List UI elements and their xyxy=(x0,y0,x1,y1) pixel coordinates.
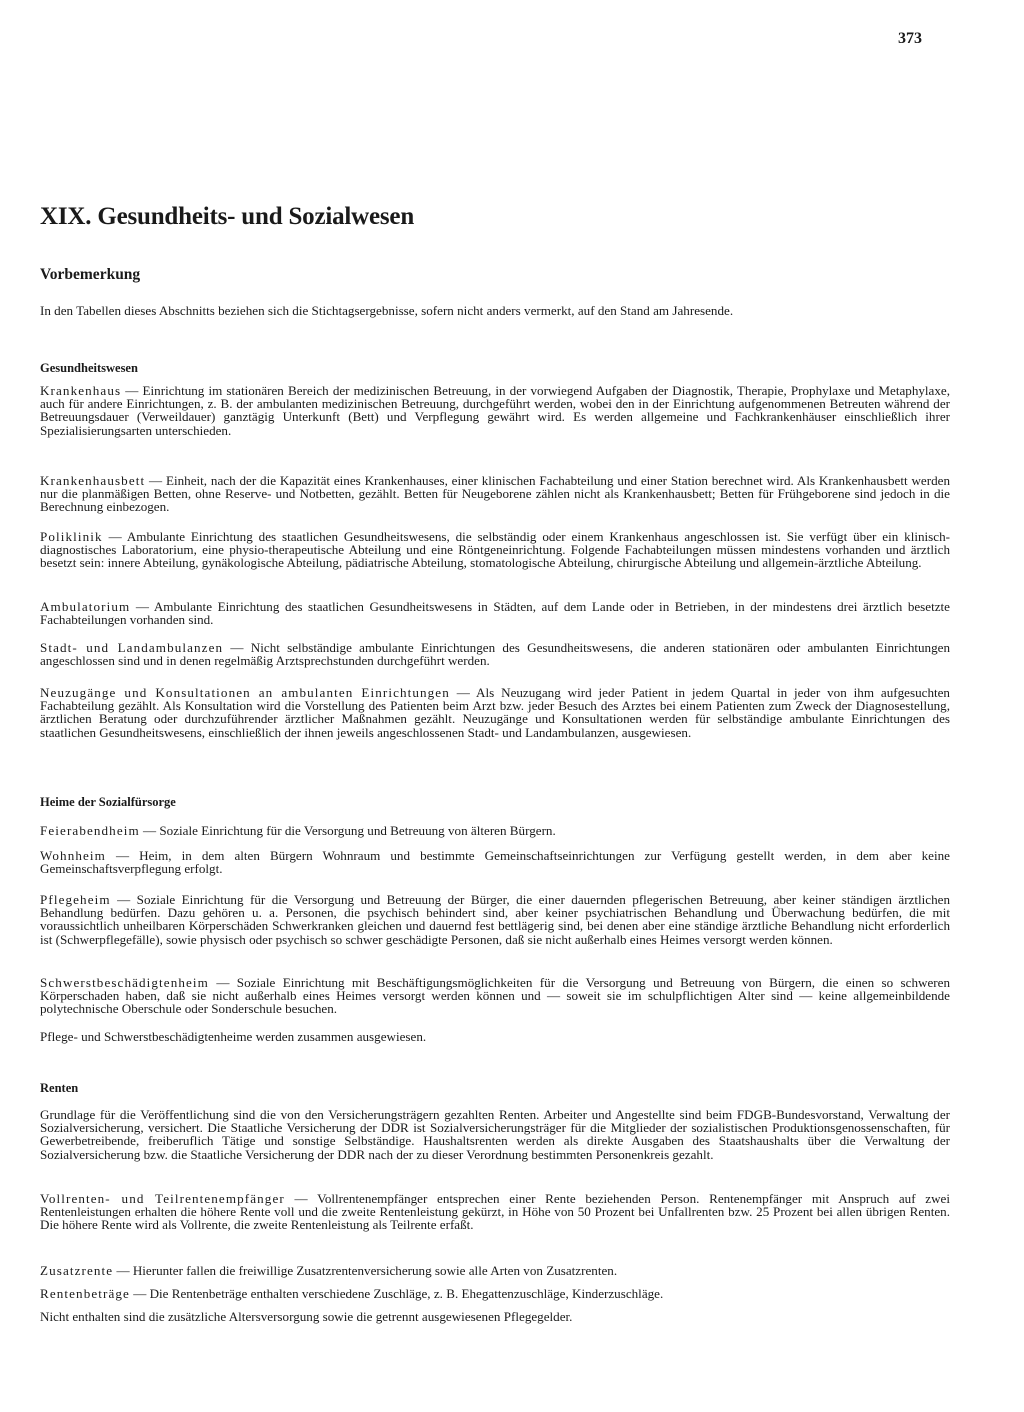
chapter-title: XIX. Gesundheits- und Sozialwesen xyxy=(40,203,415,230)
definition-schwerstbeschaedigtenheim xyxy=(40,976,950,1016)
definition-krankenhausbett xyxy=(40,474,950,514)
definition-text: — Heim, in dem alten Bürgern Wohnraum und bestimmte Gemeinschaftseinrichtungen zur Verfügung gestellt werden, in dem aber keine Gemeinschaftsverpflegung erfolgt. xyxy=(40,848,950,877)
definition-text: — Hierunter fallen die freiwillige Zusatzrentenversicherung sowie alle Arten von Zusatzrenten. xyxy=(113,1263,618,1278)
definition-wohnheim xyxy=(40,849,950,875)
definition-term: Stadt- und Landambulanzen xyxy=(40,640,224,655)
definition-ambulatorium xyxy=(40,600,950,626)
definition-term: Schwerstbeschädigtenheim xyxy=(40,975,209,990)
definition-term: Zusatzrente xyxy=(40,1263,114,1278)
definition-text: — Soziale Einrichtung für die Versorgung und Betreuung von älteren Bürgern. xyxy=(139,823,556,838)
definition-text: — Die Rentenbeträge enthalten verschiedene Zuschläge, z. B. Ehegattenzuschläge, Kinderzuschläge. xyxy=(129,1286,664,1301)
definition-term: Feierabendheim xyxy=(40,823,140,838)
definition-term: Neuzugänge und Konsultationen an ambulanten Einrichtungen xyxy=(40,685,450,700)
section-heading-vorbemerkung: Vorbemerkung xyxy=(40,266,141,283)
definition-text: — Vollrentenempfänger entsprechen einer Rente beziehenden Person. Rentenempfänger mit Anspruch auf zwei Rentenleistungen erhalten die höhere Rente voll und die zweite Rentenleistung gekürzt, in Höhe von 50 Prozent bei Unfallrenten bzw. 25 Prozent bei allen übrigen Renten. Die höhere Rente wird als Vollrente, die zweite Rentenleistung als Teilrente erfaßt. xyxy=(40,1191,950,1233)
section-heading-renten: Renten xyxy=(40,1081,79,1095)
definition-vollrentenempfaenger xyxy=(40,1192,950,1232)
definition-term: Poliklinik xyxy=(40,529,103,544)
definition-term: Krankenhaus xyxy=(40,383,122,398)
vorbemerkung-text: In den Tabellen dieses Abschnitts beziehen sich die Stichtagsergebnisse, sofern nicht anders vermerkt, auf den Stand am Jahresende. xyxy=(40,303,734,318)
definition-text: — Nicht selbständige ambulante Einrichtungen des Gesundheitswesens, die anderen stationären oder ambulanten Einrichtungen angeschlossen sind und in denen regelmäßig Arztsprechstunden durchgeführt werden. xyxy=(40,640,951,669)
definition-term: Rentenbeträge xyxy=(40,1286,130,1301)
definition-text: — Als Neuzugang wird jeder Patient in jedem Quartal in jeder von ihm aufgesuchten Fachabteilung gezählt. Als Konsultation wird die Vorstellung des Patienten beim Arzt bzw. jeder Besuch des Arztes bei einem Patienten zum Zweck der Diagnosestellung, ärztlichen Beratung oder durchzuführender ärztlicher Maßnahmen gezählt. Neuzugänge und Konsultationen werden für selbständige ambulante Einrichtungen des staatlichen Gesundheitswesens, einschließlich der ihnen jeweils angeschlossenen Stadt- und Landambulanzen, ausgewiesen. xyxy=(40,685,950,740)
heime-note: Pflege- und Schwerstbeschädigtenheime werden zusammen ausgewiesen. xyxy=(40,1029,427,1044)
definition-text: — Ambulante Einrichtung des staatlichen Gesundheitswesens in Städten, auf dem Lande oder in Betrieben, in der mindestens drei ärztlich besetzte Fachabteilungen vorhanden sind. xyxy=(40,599,950,628)
definition-text: — Soziale Einrichtung für die Versorgung und Betreuung der Bürger, die einer dauernden pflegerischen Betreuung, aber keiner ständigen ärztlichen Behandlung bedürfen. Dazu gehören u. a. Personen, die psychisch behindert sind, aber keiner psychiatrischen Behandlung und Überwachung bedürfen, die mit voraussichtlich unheilbaren Körperschäden Schwerkranken gleichen und dauernd fest bettlägerig sind, bei denen aber eine ständige ärztliche Behandlung nicht erforderlich ist (Schwerpflegefälle), sowie physisch oder psychisch so schwer geschädigte Personen, daß sie nicht außerhalb eines Heimes versorgt werden können. xyxy=(40,892,950,947)
definition-term: Ambulatorium xyxy=(40,599,131,614)
definition-term: Wohnheim xyxy=(40,848,106,863)
section-heading-gesundheitswesen: Gesundheitswesen xyxy=(40,361,138,375)
definition-text: — Soziale Einrichtung mit Beschäftigungsmöglichkeiten für die Versorgung und Betreuung von Bürgern, die einen so schweren Körperschaden haben, daß sie nicht außerhalb eines Heimes versorgt werden können und — soweit sie im schulpflichtigen Alter sind — keine allgemeinbildende polytechnische Oberschule oder Sonderschule besuchen. xyxy=(40,975,950,1017)
definition-rentenbetraege xyxy=(40,1287,950,1300)
definition-term: Krankenhausbett xyxy=(40,473,146,488)
definition-zusatzrente xyxy=(40,1264,950,1277)
definition-neuzugaenge-konsultationen xyxy=(40,686,950,739)
definition-stadt-und-landambulanzen xyxy=(40,641,950,667)
renten-note: Nicht enthalten sind die zusätzliche Altersversorgung sowie die getrennt ausgewiesenen Pflegegelder. xyxy=(40,1309,573,1324)
definition-term: Pflegeheim xyxy=(40,892,111,907)
definition-text: — Einrichtung im stationären Bereich der medizinischen Betreuung, in der vorwiegend Aufgaben der Diagnostik, Therapie, Prophylaxe und Metaphylaxe, auch für andere Einrichtungen, z. B. der ambulanten medizinischen Betreuung, durchgeführt werden, wobei den in der Einrichtung aufgenommenen Betreuten während der Betreuungsdauer (Verweildauer) ganztägig Unterkunft (Bett) und Verpflegung gewährt wird. Es werden allgemeine und Fachkrankenhäuser einschließlich ihrer Spezialisierungsarten unterschieden. xyxy=(40,383,950,438)
section-heading-heime: Heime der Sozialfürsorge xyxy=(40,795,176,809)
definition-feierabendheim xyxy=(40,824,950,837)
page-number: 373 xyxy=(898,30,922,47)
definition-poliklinik xyxy=(40,530,950,570)
definition-pflegeheim xyxy=(40,893,950,946)
definition-krankenhaus xyxy=(40,384,950,437)
renten-intro: Grundlage für die Veröffentlichung sind die von den Versicherungsträgern gezahlten Renten. Arbeiter und Angestellte sind beim FDGB-Bundesvorstand, Verwaltung der Sozialversicherung, versichert. Die Staatliche Versicherung der DDR ist Sozialversicherungsträger für die Mitglieder der sozialistischen Produktionsgenossenschaften, für Gewerbetreibende, freiberuflich Tätige und sonstige Selbständige. Haushaltsrenten werden als direkte Ausgaben des Staatshaushalts über die Verwaltung der Sozialversicherung bzw. die Staatliche Versicherung der DDR nach der zu dieser Verordnung bestimmten Personenkreis gezahlt. xyxy=(40,1107,950,1162)
definition-term: Vollrenten- und Teilrentenempfänger xyxy=(40,1191,285,1206)
definition-text: — Einheit, nach der die Kapazität eines Krankenhauses, einer klinischen Fachabteilung und einer Station berechnet wird. Als Krankenhausbett werden nur die planmäßigen Betten, ohne Reserve- und Notbetten, gezählt. Betten für Neugeborene zählen nicht als Krankenhausbett; Betten für Frühgeborene sind jedoch in die Berechnung einbezogen. xyxy=(40,473,950,515)
definition-text: — Ambulante Einrichtung des staatlichen Gesundheitswesens, die selbständig oder einem Krankenhaus angeschlossen ist. Sie verfügt über ein klinisch-diagnostisches Laboratorium, eine physio-therapeutische Abteilung und eine Röntgeneinrichtung. Folgende Fachabteilungen müssen mindestens vorhanden und ärztlich besetzt sein: innere Abteilung, gynäkologische Abteilung, pädiatrische Abteilung, stomatologische Abteilung, chirurgische Abteilung und allgemein-ärztliche Abteilung. xyxy=(40,529,950,571)
